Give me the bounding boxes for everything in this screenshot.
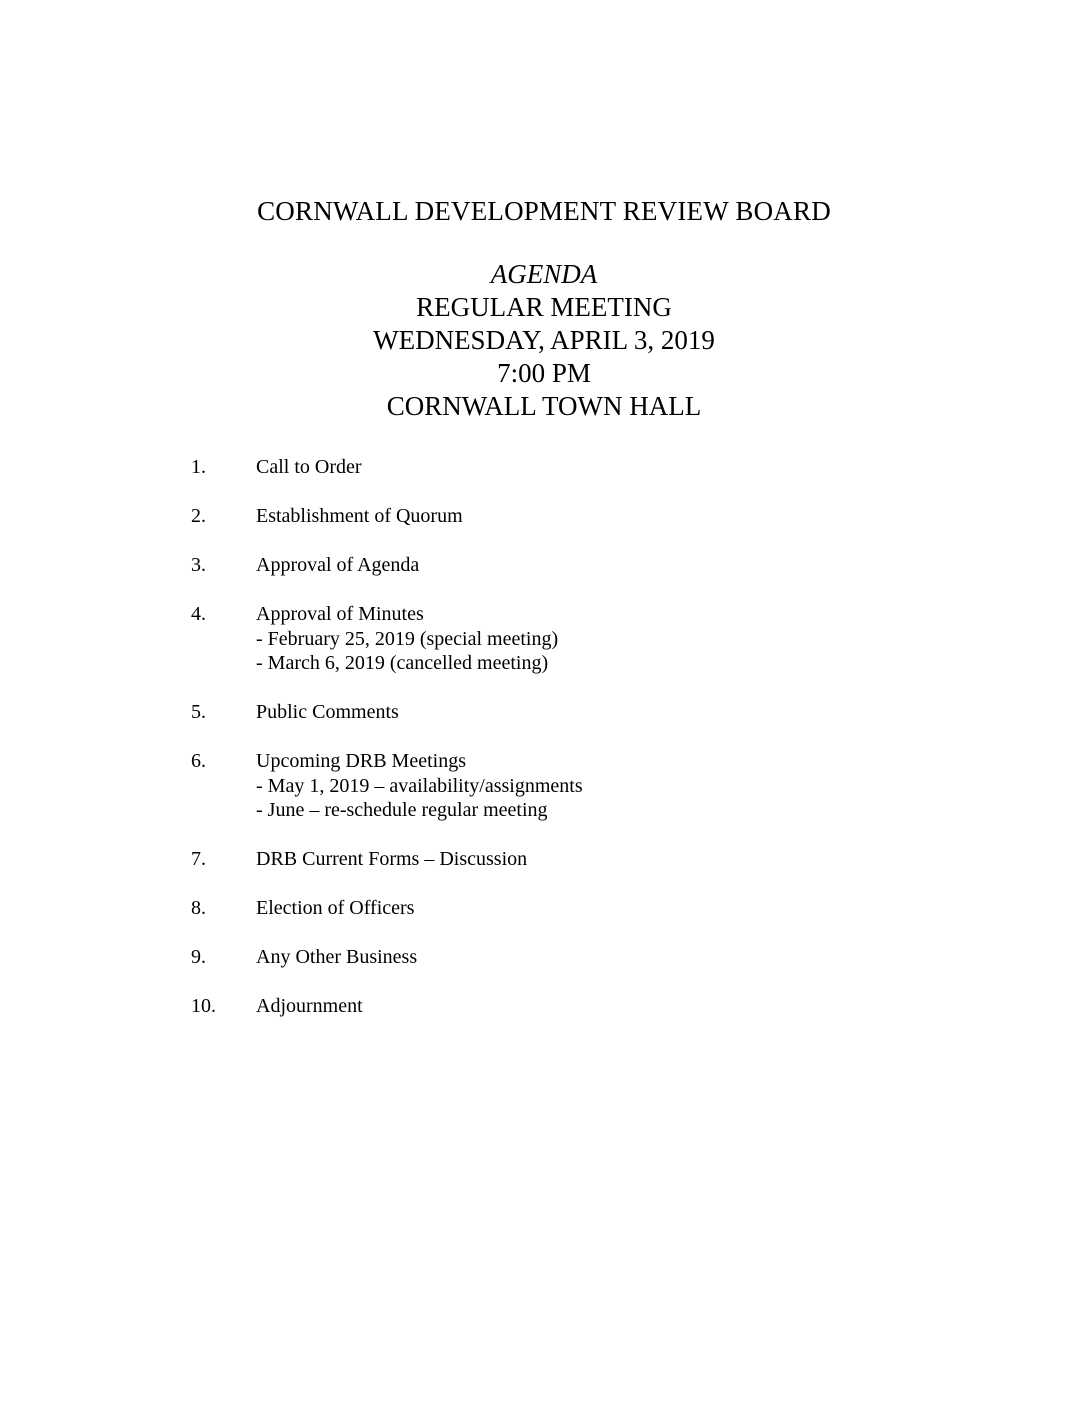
agenda-item-title: Approval of Agenda — [256, 554, 420, 576]
meeting-type: REGULAR MEETING — [416, 292, 672, 322]
agenda-item — [191, 749, 891, 823]
agenda-item-number: 5. — [191, 701, 206, 723]
agenda-item — [191, 896, 891, 921]
agenda-item-number: 7. — [191, 848, 206, 870]
agenda-item-title: Adjournment — [256, 995, 363, 1017]
agenda-item-number: 6. — [191, 750, 206, 772]
agenda-item-title: Public Comments — [256, 701, 399, 723]
agenda-item — [191, 455, 891, 480]
agenda-item-title: Election of Officers — [256, 897, 415, 919]
agenda-subitem: - March 6, 2019 (cancelled meeting) — [256, 652, 549, 674]
agenda-item-title: Call to Order — [256, 456, 362, 478]
agenda-item — [191, 504, 891, 529]
agenda-item — [191, 700, 891, 725]
agenda-list — [191, 455, 891, 1043]
agenda-subitem: - May 1, 2019 – availability/assignments — [256, 774, 583, 797]
board-title: CORNWALL DEVELOPMENT REVIEW BOARD — [257, 196, 831, 226]
agenda-item-number: 3. — [191, 554, 206, 576]
agenda-item-number: 2. — [191, 505, 206, 527]
agenda-item — [191, 994, 891, 1019]
agenda-item-number: 10. — [191, 995, 216, 1017]
agenda-item-title: DRB Current Forms – Discussion — [256, 848, 528, 870]
meeting-date: WEDNESDAY, APRIL 3, 2019 — [373, 325, 715, 355]
agenda-item-title: Establishment of Quorum — [256, 505, 463, 527]
agenda-item-number: 4. — [191, 603, 206, 625]
agenda-item-number: 1. — [191, 456, 206, 478]
agenda-item-title: Approval of Minutes — [256, 603, 424, 625]
agenda-subitem: - June – re-schedule regular meeting — [256, 799, 548, 821]
agenda-subitem: - February 25, 2019 (special meeting) — [256, 627, 559, 650]
agenda-heading: AGENDA — [490, 259, 598, 289]
agenda-item-number: 9. — [191, 946, 206, 968]
meeting-time: 7:00 PM — [497, 358, 591, 388]
meeting-location: CORNWALL TOWN HALL — [386, 391, 702, 421]
meeting-header — [0, 258, 1088, 423]
agenda-item-title: Any Other Business — [256, 946, 418, 968]
agenda-item-title: Upcoming DRB Meetings — [256, 750, 466, 772]
agenda-item — [191, 602, 891, 676]
agenda-item — [191, 945, 891, 970]
agenda-item-number: 8. — [191, 897, 206, 919]
agenda-item — [191, 847, 891, 872]
agenda-item — [191, 553, 891, 578]
